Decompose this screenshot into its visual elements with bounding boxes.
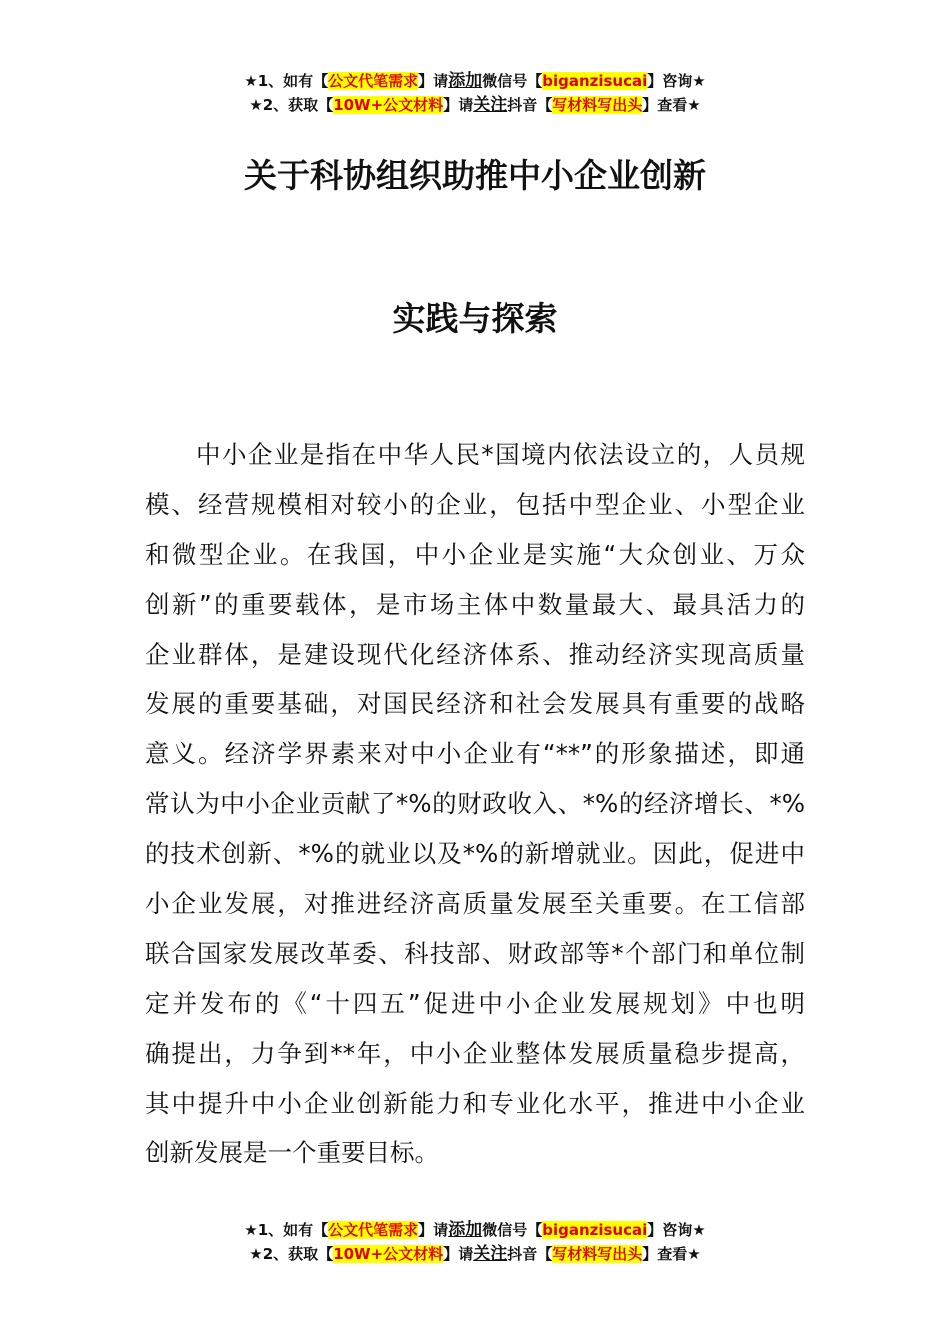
body-line: 创新”的重要载体，是市场主体中数量最大、最具活力的: [145, 589, 805, 619]
body-line: 发展的重要基础，对国民经济和社会发展具有重要的战略: [145, 689, 805, 719]
text: ★1、如有【: [244, 72, 329, 90]
text: 抖音【: [507, 1245, 553, 1263]
underlined: 关注: [473, 1244, 508, 1264]
text: 微信号【: [482, 72, 543, 90]
underlined: 添加: [448, 71, 483, 91]
promo-banner-bottom: [0, 1218, 950, 1266]
highlight: 10W+公文材料: [333, 96, 444, 114]
text: 】请: [443, 96, 474, 114]
highlight: biganzisucai: [542, 1221, 648, 1239]
body-line: 的技术创新、*%的就业以及*%的新增就业。因此，促进中: [145, 839, 805, 869]
text: 】请: [418, 72, 449, 90]
promo-line-2: [0, 1242, 950, 1266]
text: ★2、获取【: [249, 1245, 334, 1263]
highlight: biganzisucai: [542, 72, 648, 90]
body-line: 小企业发展，对推进经济高质量发展至关重要。在工信部: [145, 889, 805, 919]
text: 抖音【: [507, 96, 553, 114]
promo-line-1: [0, 1218, 950, 1242]
text: 】请: [443, 1245, 474, 1263]
promo-banner-top: [0, 69, 950, 117]
body-line: 联合国家发展改革委、科技部、财政部等*个部门和单位制: [145, 938, 805, 968]
text: 微信号【: [482, 1221, 543, 1239]
underlined: 关注: [473, 95, 508, 115]
text: ★2、获取【: [249, 96, 334, 114]
body-line: 模、经营规模相对较小的企业，包括中型企业、小型企业: [145, 489, 805, 519]
body-line: 意义。经济学界素来对中小企业有“**”的形象描述，即通: [145, 739, 805, 769]
body-line: 常认为中小企业贡献了*%的财政收入、*%的经济增长、*%: [145, 789, 805, 819]
highlight: 10W+公文材料: [333, 1245, 444, 1263]
highlight: 公文代笔需求: [328, 72, 419, 90]
body-line: 其中提升中小企业创新能力和专业化水平，推进中小企业: [145, 1088, 805, 1118]
body-line: 定并发布的《“十四五”促进中小企业发展规划》中也明: [145, 988, 805, 1018]
body-paragraph: [145, 434, 805, 1182]
text: 】咨询★: [647, 1221, 706, 1239]
text: 】请: [418, 1221, 449, 1239]
body-line: 中小企业是指在中华人民*国境内依法设立的，人员规: [196, 440, 805, 469]
document-title-line-1: 关于科协组织助推中小企业创新: [244, 156, 706, 195]
highlight: 公文代笔需求: [328, 1221, 419, 1239]
highlight: 写材料写出头: [552, 96, 643, 114]
text: 】查看★: [642, 96, 701, 114]
body-line: 和微型企业。在我国，中小企业是实施“大众创业、万众: [145, 539, 805, 569]
underlined: 添加: [448, 1220, 483, 1240]
document-title-line-2: 实践与探索: [392, 299, 558, 338]
promo-line-2: [0, 93, 950, 117]
body-line: 确提出，力争到**年，中小企业整体发展质量稳步提高，: [145, 1038, 805, 1068]
body-line: 企业群体，是建设现代化经济体系、推动经济实现高质量: [145, 639, 805, 669]
highlight: 写材料写出头: [552, 1245, 643, 1263]
text: 】查看★: [642, 1245, 701, 1263]
text: 】咨询★: [647, 72, 706, 90]
body-line: 创新发展是一个重要目标。: [145, 1138, 439, 1168]
promo-line-1: [0, 69, 950, 93]
text: ★1、如有【: [244, 1221, 329, 1239]
